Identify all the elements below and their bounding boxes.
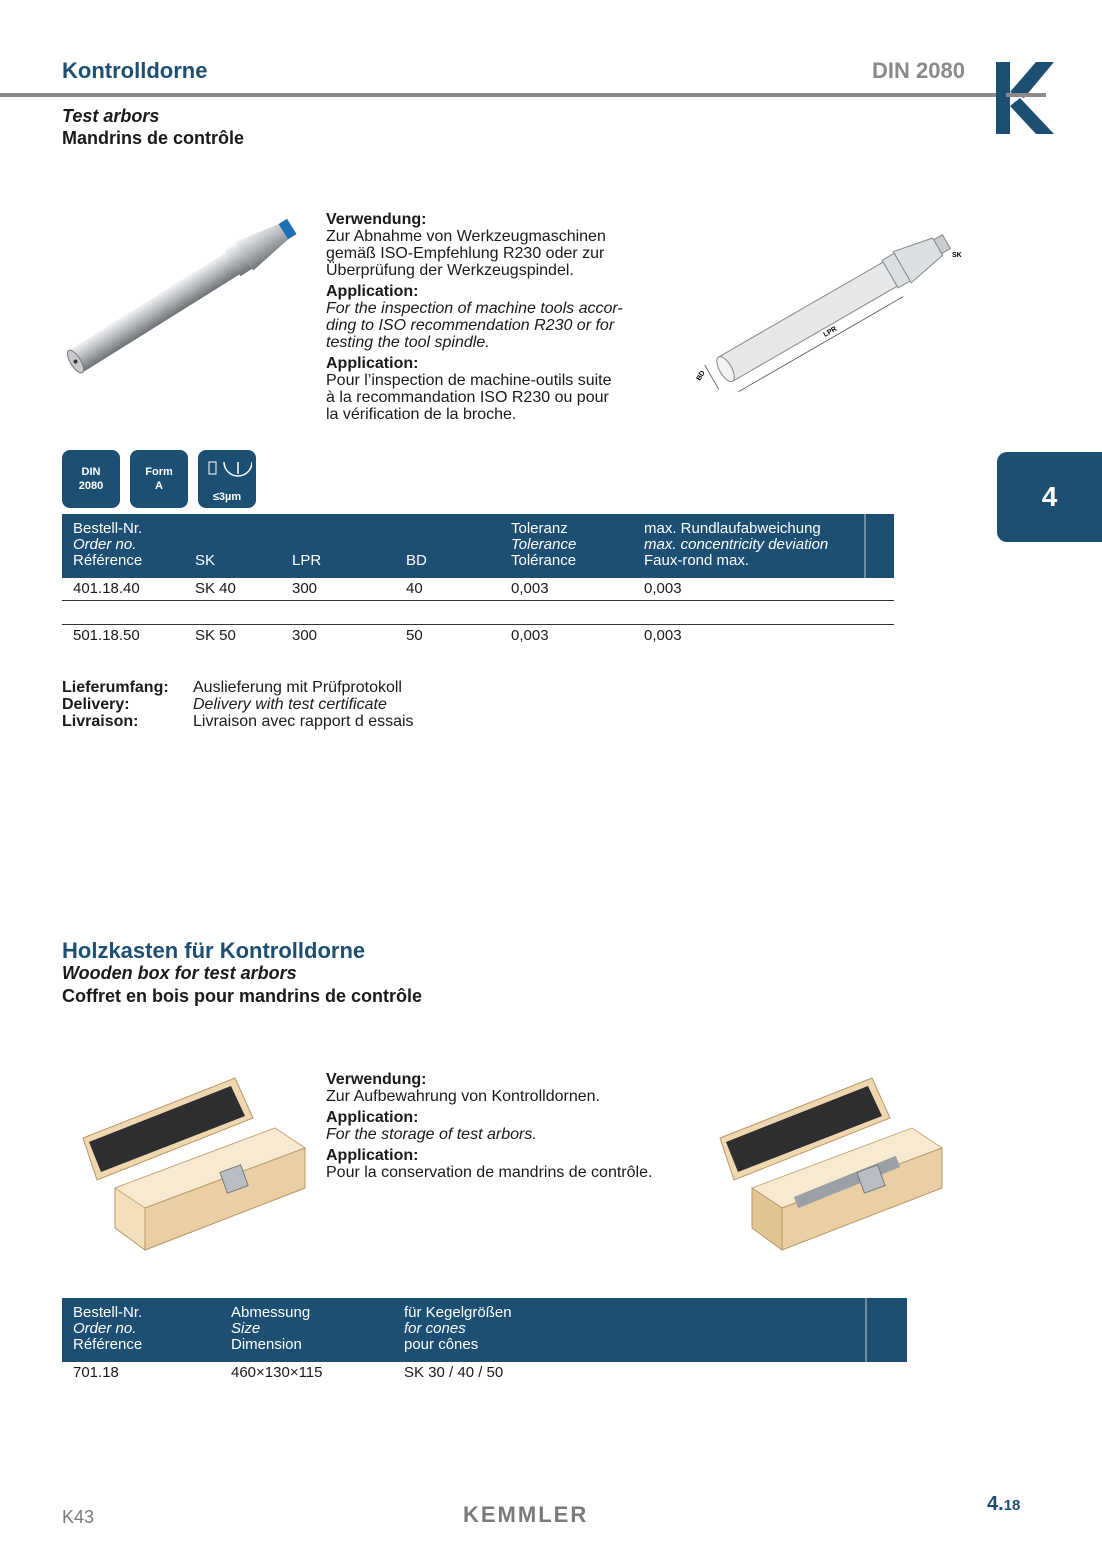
delivery-de-text: Auslieferung mit Prüfprotokoll	[193, 679, 402, 696]
din-badge-line1: DIN	[81, 466, 101, 478]
th2-order-fr: Référence	[73, 1336, 143, 1353]
cell-conc: 0,003	[644, 627, 682, 644]
usage-de-line: Überprüfung der Werkzeugspindel.	[326, 262, 574, 279]
header-divider	[865, 1298, 867, 1362]
th2-order-de: Bestell-Nr.	[73, 1304, 143, 1321]
subtitle-fr: Mandrins de contrôle	[62, 128, 245, 148]
brand-name: KEMMLER	[463, 1502, 589, 1527]
cell-lpr: 300	[292, 627, 318, 644]
wooden-box-with-arbor-photo	[712, 1068, 947, 1253]
form-badge-line1: Form	[145, 466, 173, 478]
din-badge-line2: 2080	[78, 480, 104, 492]
usage-en-line: testing the tool spindle.	[326, 334, 490, 351]
usage-block-2	[326, 1071, 706, 1181]
th2-order-en: Order no.	[73, 1320, 137, 1337]
cell-bd: 50	[406, 627, 423, 644]
row-divider	[62, 600, 894, 601]
th-lpr: LPR	[292, 552, 322, 569]
delivery-fr-label: Livraison:	[62, 713, 139, 730]
cell-tol: 0,003	[511, 580, 549, 597]
th2-size-fr: Dimension	[231, 1336, 302, 1353]
usage-de-line: gemäß ISO-Empfehlung R230 oder zur	[326, 245, 605, 262]
table-row[interactable]	[62, 627, 894, 649]
cell-size: 460×130×115	[231, 1364, 323, 1381]
usage2-en-text: For the storage of test arbors.	[326, 1126, 537, 1143]
usage-block	[326, 211, 666, 423]
cell-cones: SK 30 / 40 / 50	[404, 1364, 504, 1381]
sk-label: SK	[952, 252, 962, 259]
subtitle-en: Test arbors	[62, 106, 160, 126]
din-badge	[62, 450, 120, 508]
chapter-tab[interactable]: 4	[997, 452, 1102, 542]
th-tol-fr: Tolérance	[511, 552, 577, 569]
table-row[interactable]	[62, 1364, 907, 1386]
usage-en-line: For the inspection of machine tools accor-	[326, 300, 623, 317]
usage-de-line: Zur Abnahme von Werkzeugmaschinen	[326, 228, 606, 245]
th-tol-en: Tolerance	[511, 536, 577, 553]
cell-order: 401.18.40	[73, 580, 140, 597]
usage-en-label: Application:	[326, 283, 419, 300]
dial-gauge-icon	[202, 460, 252, 490]
delivery-en-text: Delivery with test certificate	[193, 696, 387, 713]
usage-fr-label: Application:	[326, 355, 419, 372]
usage-fr-line: la vérification de la broche.	[326, 406, 517, 423]
th2-cone-en: for cones	[404, 1320, 466, 1337]
usage-fr-line: à la recommandation ISO R230 ou pour	[326, 389, 609, 406]
form-badge	[130, 450, 188, 508]
header-rule	[0, 93, 1000, 97]
table-row[interactable]	[62, 580, 894, 602]
th-bd: BD	[406, 552, 427, 569]
cell-sk: SK 40	[195, 580, 236, 597]
delivery-de-label: Lieferumfang:	[62, 679, 169, 696]
section2-title-fr: Coffret en bois pour mandrins de contrôle	[62, 986, 423, 1006]
cell-order: 501.18.50	[73, 627, 140, 644]
lpr-label: LPR	[822, 325, 839, 339]
cell-bd: 40	[406, 580, 423, 597]
usage2-de-text: Zur Aufbewahrung von Kontrolldornen.	[326, 1088, 600, 1105]
th2-cone-fr: pour cônes	[404, 1336, 479, 1353]
cell-tol: 0,003	[511, 627, 549, 644]
wooden-box-empty-photo	[75, 1068, 310, 1253]
arbor-table-header	[62, 514, 894, 578]
th-conc-en: max. concentricity deviation	[644, 536, 829, 553]
page-title: Kontrolldorne	[62, 58, 208, 83]
usage-de-label: Verwendung:	[326, 211, 427, 228]
usage-en-line: ding to ISO recommendation R230 or for	[326, 317, 615, 334]
section2-title: Holzkasten für Kontrolldorne	[62, 938, 366, 963]
th-sk: SK	[195, 552, 216, 569]
usage2-fr-label: Application:	[326, 1147, 419, 1164]
catalog-code: K43	[62, 1507, 95, 1527]
norm-label: DIN 2080	[872, 58, 965, 83]
form-badge-line2: A	[155, 480, 163, 492]
cell-lpr: 300	[292, 580, 318, 597]
delivery-en-label: Delivery:	[62, 696, 130, 713]
th2-cone-de: für Kegelgrößen	[404, 1304, 512, 1321]
bd-label: BD	[695, 369, 707, 382]
th2-size-en: Size	[231, 1320, 261, 1337]
concentricity-badge-text: ≤3µm	[212, 491, 242, 503]
usage2-en-label: Application:	[326, 1109, 419, 1126]
cell-conc: 0,003	[644, 580, 682, 597]
th-order-fr: Référence	[73, 552, 143, 569]
th-conc-fr: Faux-rond max.	[644, 552, 750, 569]
usage2-fr-text: Pour la conservation de mandrins de contrôle.	[326, 1164, 653, 1181]
box-table-header	[62, 1298, 907, 1362]
section2-title-en: Wooden box for test arbors	[62, 963, 297, 983]
row-divider	[62, 624, 894, 625]
test-arbor-photo	[60, 205, 320, 375]
usage-fr-line: Pour l’inspection de machine-outils suite	[326, 372, 612, 389]
th-order-en: Order no.	[73, 536, 137, 553]
th-tol-de: Toleranz	[511, 520, 568, 537]
delivery-fr-text: Livraison avec rapport d essais	[193, 713, 414, 730]
th-order-de: Bestell-Nr.	[73, 520, 143, 537]
header-divider	[864, 514, 866, 578]
test-arbor-drawing	[680, 205, 980, 415]
cell-sk: SK 50	[195, 627, 236, 644]
th-conc-de: max. Rundlaufabweichung	[644, 520, 821, 537]
delivery-block	[62, 679, 414, 730]
concentricity-badge	[198, 450, 256, 508]
page-number	[987, 1493, 1020, 1516]
kemmler-logo-icon	[996, 62, 1056, 134]
page-number-sub: 18	[1003, 1497, 1021, 1514]
page-number-main: 4.	[987, 1493, 1004, 1515]
usage2-de-label: Verwendung:	[326, 1071, 427, 1088]
th2-size-de: Abmessung	[231, 1304, 311, 1321]
cell-order: 701.18	[73, 1364, 119, 1381]
